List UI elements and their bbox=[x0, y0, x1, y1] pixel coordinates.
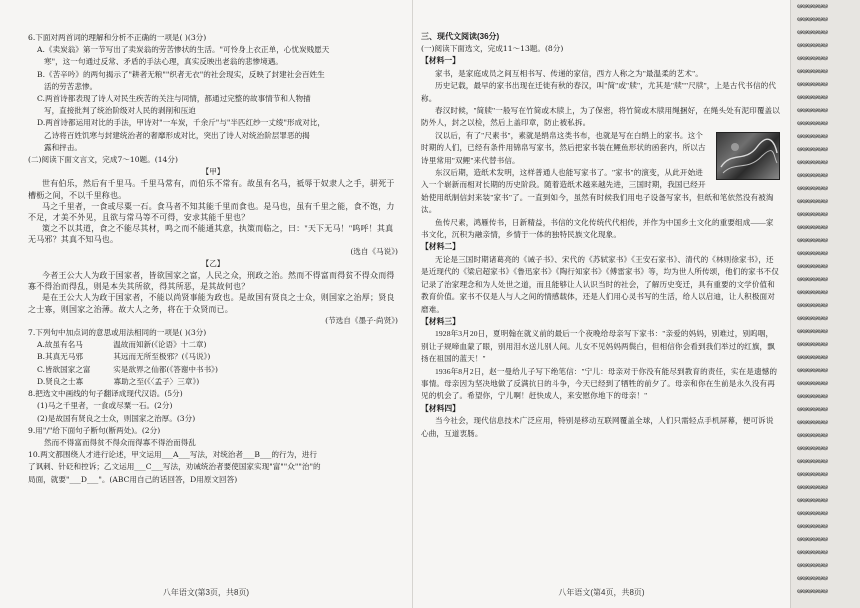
q6-option-d: D.两首诗都运用对比的手法，甲诗对"一车炭，千余斤"与"半匹红纱一丈绫"形成对比， bbox=[37, 118, 325, 128]
section-3-sub-heading: (一)阅读下面选文，完成11～13题。(8分) bbox=[421, 44, 564, 53]
q8-stem: 8.把选文中画线的句子翻译成现代汉语。(5分) bbox=[28, 389, 183, 399]
passage-jia-title: 【甲】 bbox=[201, 167, 225, 177]
binding-pattern-row: ఆఆఆఆఆఆ bbox=[797, 496, 828, 504]
binding-pattern-row: ఆఆఆఆఆఆ bbox=[797, 457, 828, 465]
binding-pattern-row: ఆఆఆఆఆఆ bbox=[797, 483, 828, 491]
passage-jia-para-2: 马之千里者，一食或尽粟一石。食马者不知其能千里而食也。是马也，虽有千里之能，食不饱，力不足，才美不外见，且欲与常马等不可得，安求其能千里也？ bbox=[28, 201, 395, 223]
material-3-para-1: 1928年3月20日，夏明翰在就义前的最后一个夜晚给母亲写下家书："亲爱的妈妈，别难过，别呜咽，别让子规啼血蒙了眼，别用泪水送儿别人间。儿女不见妈妈两鬓白，但相信你会看到我们举过的红旗，飘扬在祖国的蓝天！" bbox=[421, 329, 775, 364]
binding-pattern-row: ఆఆఆఆఆఆ bbox=[797, 340, 828, 348]
binding-pattern-row: ఆఆఆఆఆఆ bbox=[797, 145, 828, 153]
binding-pattern-row: ఆఆఆఆఆఆ bbox=[797, 444, 828, 452]
page-3-footer: 八年语文(第3页，共8页) bbox=[162, 588, 250, 597]
binding-pattern-row: ఆఆఆఆఆఆ bbox=[797, 366, 828, 374]
binding-pattern-row: ఆఆఆఆఆఆ bbox=[797, 93, 828, 101]
binding-pattern-row: ఆఆఆఆఆఆ bbox=[797, 431, 828, 439]
binding-pattern-row: ఆఆఆఆఆఆ bbox=[797, 132, 828, 140]
binding-pattern-row: ఆఆఆఆఆఆ bbox=[797, 249, 828, 257]
q10-stem-cont2: 局面，就要"___D___"。(ABC用自己的话回答，D用原文回答) bbox=[28, 474, 238, 484]
binding-pattern-row: ఆఆఆఆఆఆ bbox=[797, 405, 828, 413]
binding-pattern-row: ఆఆఆఆఆఆ bbox=[797, 418, 828, 426]
binding-pattern-row: ఆఆఆఆఆఆ bbox=[797, 236, 828, 244]
binding-pattern-row: ఆఆఆఆఆఆ bbox=[797, 509, 828, 517]
binding-pattern-row: ఆఆఆఆఆఆ bbox=[797, 80, 828, 88]
binding-pattern-row: ఆఆఆఆఆఆ bbox=[797, 522, 828, 530]
binding-pattern-row: ఆఆఆఆఆఆ bbox=[797, 535, 828, 543]
binding-pattern-row: ఆఆఆఆఆఆ bbox=[797, 574, 828, 582]
material-2-para-1: 无论是三国时期诸葛亮的《诫子书》、宋代的《苏轼家书》《王安石家书》、清代的《林则徐家书》，还是近现代的《梁启超家书》《鲁迅家书》《陶行知家书》《傅雷家书》等，均为世人所传颂，他们的家书不仅记录了治家理念和为人处世之道，而且能够让人认识当时的社会，了解历史变迁，具有重要的文学价值和教育价值。家书不仅是人与人之间的情感载体，还是人们用心灵书写的生活，给人以启迪，让人积极面对磨难。 bbox=[421, 254, 779, 314]
binding-pattern-row: ఆఆఆఆఆఆ bbox=[797, 262, 828, 270]
binding-pattern-row: ఆఆఆఆఆఆ bbox=[797, 561, 828, 569]
material-4-label: 【材料四】 bbox=[421, 403, 460, 413]
q6-option-a: A.《卖炭翁》第一节写出了卖炭翁的劳苦惨状的生活。"可怜身上衣正单，心忧炭贱愿天 bbox=[37, 45, 330, 55]
passage-yi-para-2: 是在王公大人为政于国家者，不能以尚贤事能为政也。是故国有贤良之士众，则国家之治厚；贤良之士寡，则国家之治薄。故大人之务，将在于众贤而已。 bbox=[28, 293, 395, 314]
q7-option-d: D.贤良之士寡 寡助之至(《〈孟子〉三章》) bbox=[37, 376, 200, 386]
passage-jia-source: (选自《马说》) bbox=[350, 246, 398, 256]
q6-stem: 6.下面对两首词的理解和分析不正确的一项是( )(3分) bbox=[28, 33, 207, 42]
material-1-para-3: 春汉时候，"简牍"一般写在竹简或木牍上，为了保密，将竹简或木牍用绳捆好，在绳头处有泥印覆盖以防外人，封之以检，然后上盖印章，防止被私拆。 bbox=[421, 105, 780, 128]
binding-pattern-row: ఆఆఆఆఆఆ bbox=[797, 210, 828, 218]
binding-pattern-row: ఆఆఆఆఆఆ bbox=[797, 158, 828, 166]
q9-stem: 9.用"/"给下面句子断句(断两处)。(2分) bbox=[28, 425, 161, 435]
q6-option-c: C.两首诗都表现了诗人对民生疾苦的关注与同情，都通过完整的故事情节和人物描 bbox=[37, 94, 311, 104]
binding-pattern-row: ఆఆఆఆఆఆ bbox=[797, 197, 828, 205]
passage-yi-title: 【乙】 bbox=[201, 258, 225, 268]
binding-pattern-row: ఆఆఆఆఆఆ bbox=[797, 15, 828, 23]
q9-sentence: 然而不得富而得贫不得众而得寡不得治而得乱 bbox=[44, 437, 196, 447]
q6-option-c-cont: 写，直接批判了统治阶级对人民的剥削和压迫 bbox=[44, 106, 196, 116]
material-1-label: 【材料一】 bbox=[421, 56, 460, 66]
q8-part-1: (1)马之千里者，一食或尽粟一石。(2分) bbox=[37, 401, 173, 411]
family-letter-photo bbox=[716, 132, 780, 180]
binding-pattern-row: ఆఆఆఆఆఆ bbox=[797, 392, 828, 400]
q8-part-2: (2)是故国有贤良之士众，则国家之治厚。(3分) bbox=[37, 413, 196, 423]
material-1-para-1: 家书，是家庭成员之间互相书写、传递的家信，西方人称之为"最温柔的艺术"。 bbox=[435, 68, 703, 78]
right-margin-decoration bbox=[790, 0, 860, 608]
q6-option-b: B.《苦辛吟》的两句揭示了"耕者无粮""织者无衣"的社会现实，反映了封建社会百姓生 bbox=[37, 69, 325, 79]
material-4-para-1: 当今社会，现代信息技术广泛应用，特别是移动互联网覆盖全球，人们只需轻点手机屏幕，便可诉说心曲，互道衷肠。 bbox=[421, 416, 774, 438]
q7-option-b: B.其真无马邪 其远而无所至极邪？(《马说》) bbox=[37, 352, 211, 362]
binding-pattern-row: ఆఆఆఆఆఆ bbox=[797, 314, 828, 322]
q6-option-b-cont: 活的劳苦悲惨。 bbox=[44, 81, 98, 91]
right-exam-page bbox=[412, 0, 790, 608]
binding-pattern-row: ఆఆఆఆఆఆ bbox=[797, 275, 828, 283]
material-1-para-6: 鱼传尺素，鸿雁传书，日新精益，书信的文化传统代代相传，并作为中国乡土文化的重要组成——家书文化，沉积为融亲情，乡情于一体的独特民族文化现象。 bbox=[421, 217, 774, 239]
binding-pattern-row: ఆఆఆఆఆఆ bbox=[797, 41, 828, 49]
section-2-heading: (二)阅读下面文言文，完成7～10题。(14分) bbox=[28, 155, 178, 165]
material-3-para-2: 1936年8月2日，赵一曼给儿子写下绝笔信："宁儿：母亲对于你没有能尽到教育的责任，实在是遗憾的事情。母亲因为坚决地做了反满抗日的斗争，今天已经到了牺牲的前夕了。母亲和你在生前是永久没有再见的机会了。希望你，宁儿啊！赶快成人，来安慰你地下的母亲！" bbox=[421, 366, 778, 401]
q6-option-d-cont: 乙诗将百姓饥寒与封建统治者的奢靡形成对比，突出了诗人对统治阶层罪恶的揭 bbox=[44, 130, 310, 140]
q10-stem-cont: 了讽刺、针砭和控诉；乙文运用___C___写法，劝诫统治者要使国家实现"富""众""治"的 bbox=[28, 462, 321, 472]
q10-stem: 10.两文都围绕人才进行论述，甲文运用___A___写法，对统治者___B___的行为，进行 bbox=[28, 450, 317, 460]
binding-pattern-row: ఆఆఆఆఆఆ bbox=[797, 54, 828, 62]
passage-jia-para-1: 世有伯乐，然后有千里马。千里马常有，而伯乐不常有。故虽有名马，祗辱于奴隶人之手，骈死于槽枥之间，不以千里称也。 bbox=[28, 179, 395, 200]
material-2-label: 【材料二】 bbox=[421, 242, 460, 252]
left-exam-page bbox=[0, 0, 412, 608]
binding-pattern-row: ఆఆఆఆఆఆ bbox=[797, 106, 828, 114]
binding-pattern-row: ఆఆఆఆఆఆ bbox=[797, 28, 828, 36]
q7-option-a: A.故虽有名马 温故而知新(《论语》十二章) bbox=[37, 340, 207, 350]
binding-pattern-row: ఆఆఆఆఆఆ bbox=[797, 470, 828, 478]
binding-pattern-row: ఆఆఆఆఆఆ bbox=[797, 327, 828, 335]
binding-pattern-row: ఆఆఆఆఆఆ bbox=[797, 353, 828, 361]
binding-pattern-row: ఆఆఆఆఆఆ bbox=[797, 171, 828, 179]
q7-option-c: C.皆欲国家之富 实是欲界之仙都(《答谢中书书》) bbox=[37, 364, 218, 374]
binding-pattern-row: ఆఆఆఆఆఆ bbox=[797, 184, 828, 192]
q6-option-a-cont: 寒"，这一句通过反常、矛盾的手法心理，真实反映出老翁的悲惨境遇。 bbox=[44, 57, 283, 67]
passage-yi-source: (节选自《墨子·尚贤》) bbox=[325, 315, 398, 325]
binding-pattern-row: ఆఆఆఆఆఆ bbox=[797, 2, 828, 10]
passage-jia-para-3: 策之不以其道，食之不能尽其材，鸣之而不能通其意，执策而临之，曰："天下无马！"呜呼！其真无马邪？其真不知马也。 bbox=[28, 224, 394, 245]
q7-stem: 7.下列句中加点词的意思或用法相同的一项是( )(3分) bbox=[28, 328, 207, 338]
binding-pattern-row: ఆఆఆఆఆఆ bbox=[797, 548, 828, 556]
binding-pattern-row: ఆఆఆఆఆఆ bbox=[797, 223, 828, 231]
letter-scroll-image bbox=[717, 133, 779, 179]
binding-pattern-row: ఆఆఆఆఆఆ bbox=[797, 119, 828, 127]
binding-pattern-row: ఆఆఆఆఆఆ bbox=[797, 379, 828, 387]
binding-pattern-row: ఆఆఆఆఆఆ bbox=[797, 67, 828, 75]
material-1-para-2: 历史记载，最早的家书出现在迁徙有秋的春汉，叫"简"或"牍"，尤其是"牍""尺牍"，上是古代书信的代称。 bbox=[421, 81, 777, 103]
material-3-label: 【材料三】 bbox=[421, 316, 460, 326]
binding-pattern-row: ఆఆఆఆఆఆ bbox=[797, 301, 828, 309]
material-1-para-5: 东汉后期，造纸术发明，这样普通人也能写家书了。"家书"的演变，从此开始进入一个崭新而相对长期的历史阶段。随着造纸术越来越先进，三国时期，我国已经开始使用纸制信封来装"家书"了。一直到如今，虽然有时候我们用电子设备写家书，但纸和笔依然没有被淘汰。 bbox=[421, 167, 774, 215]
binding-pattern-row: ఆఆఆఆఆఆ bbox=[797, 587, 828, 595]
passage-yi-para-1: 今者王公大人为政于国家者，皆欲国家之富，人民之众，刑政之治。然而不得富而得贫不得众而得寡不得治而得乱，则是本失其所欲，得其所恶，是其故何也？ bbox=[28, 271, 395, 292]
section-3-heading: 三、现代文阅读(36分) bbox=[421, 32, 500, 41]
material-1-para-4: 汉以后，有了"尺素书"，素就是绢帛这类书布，也就是写在白绢上的家书。这个时期的人们，已经有条件用锦帛写家书，然后把家书装在鲤鱼形状的函套内，所以古诗里常用"双鲤"来代替书信。 bbox=[421, 130, 706, 165]
q6-option-d-cont2: 露和抨击。 bbox=[44, 142, 82, 152]
page-4-footer: 八年语文(第4页，共8页) bbox=[558, 588, 645, 597]
binding-pattern-row: ఆఆఆఆఆఆ bbox=[797, 288, 828, 296]
